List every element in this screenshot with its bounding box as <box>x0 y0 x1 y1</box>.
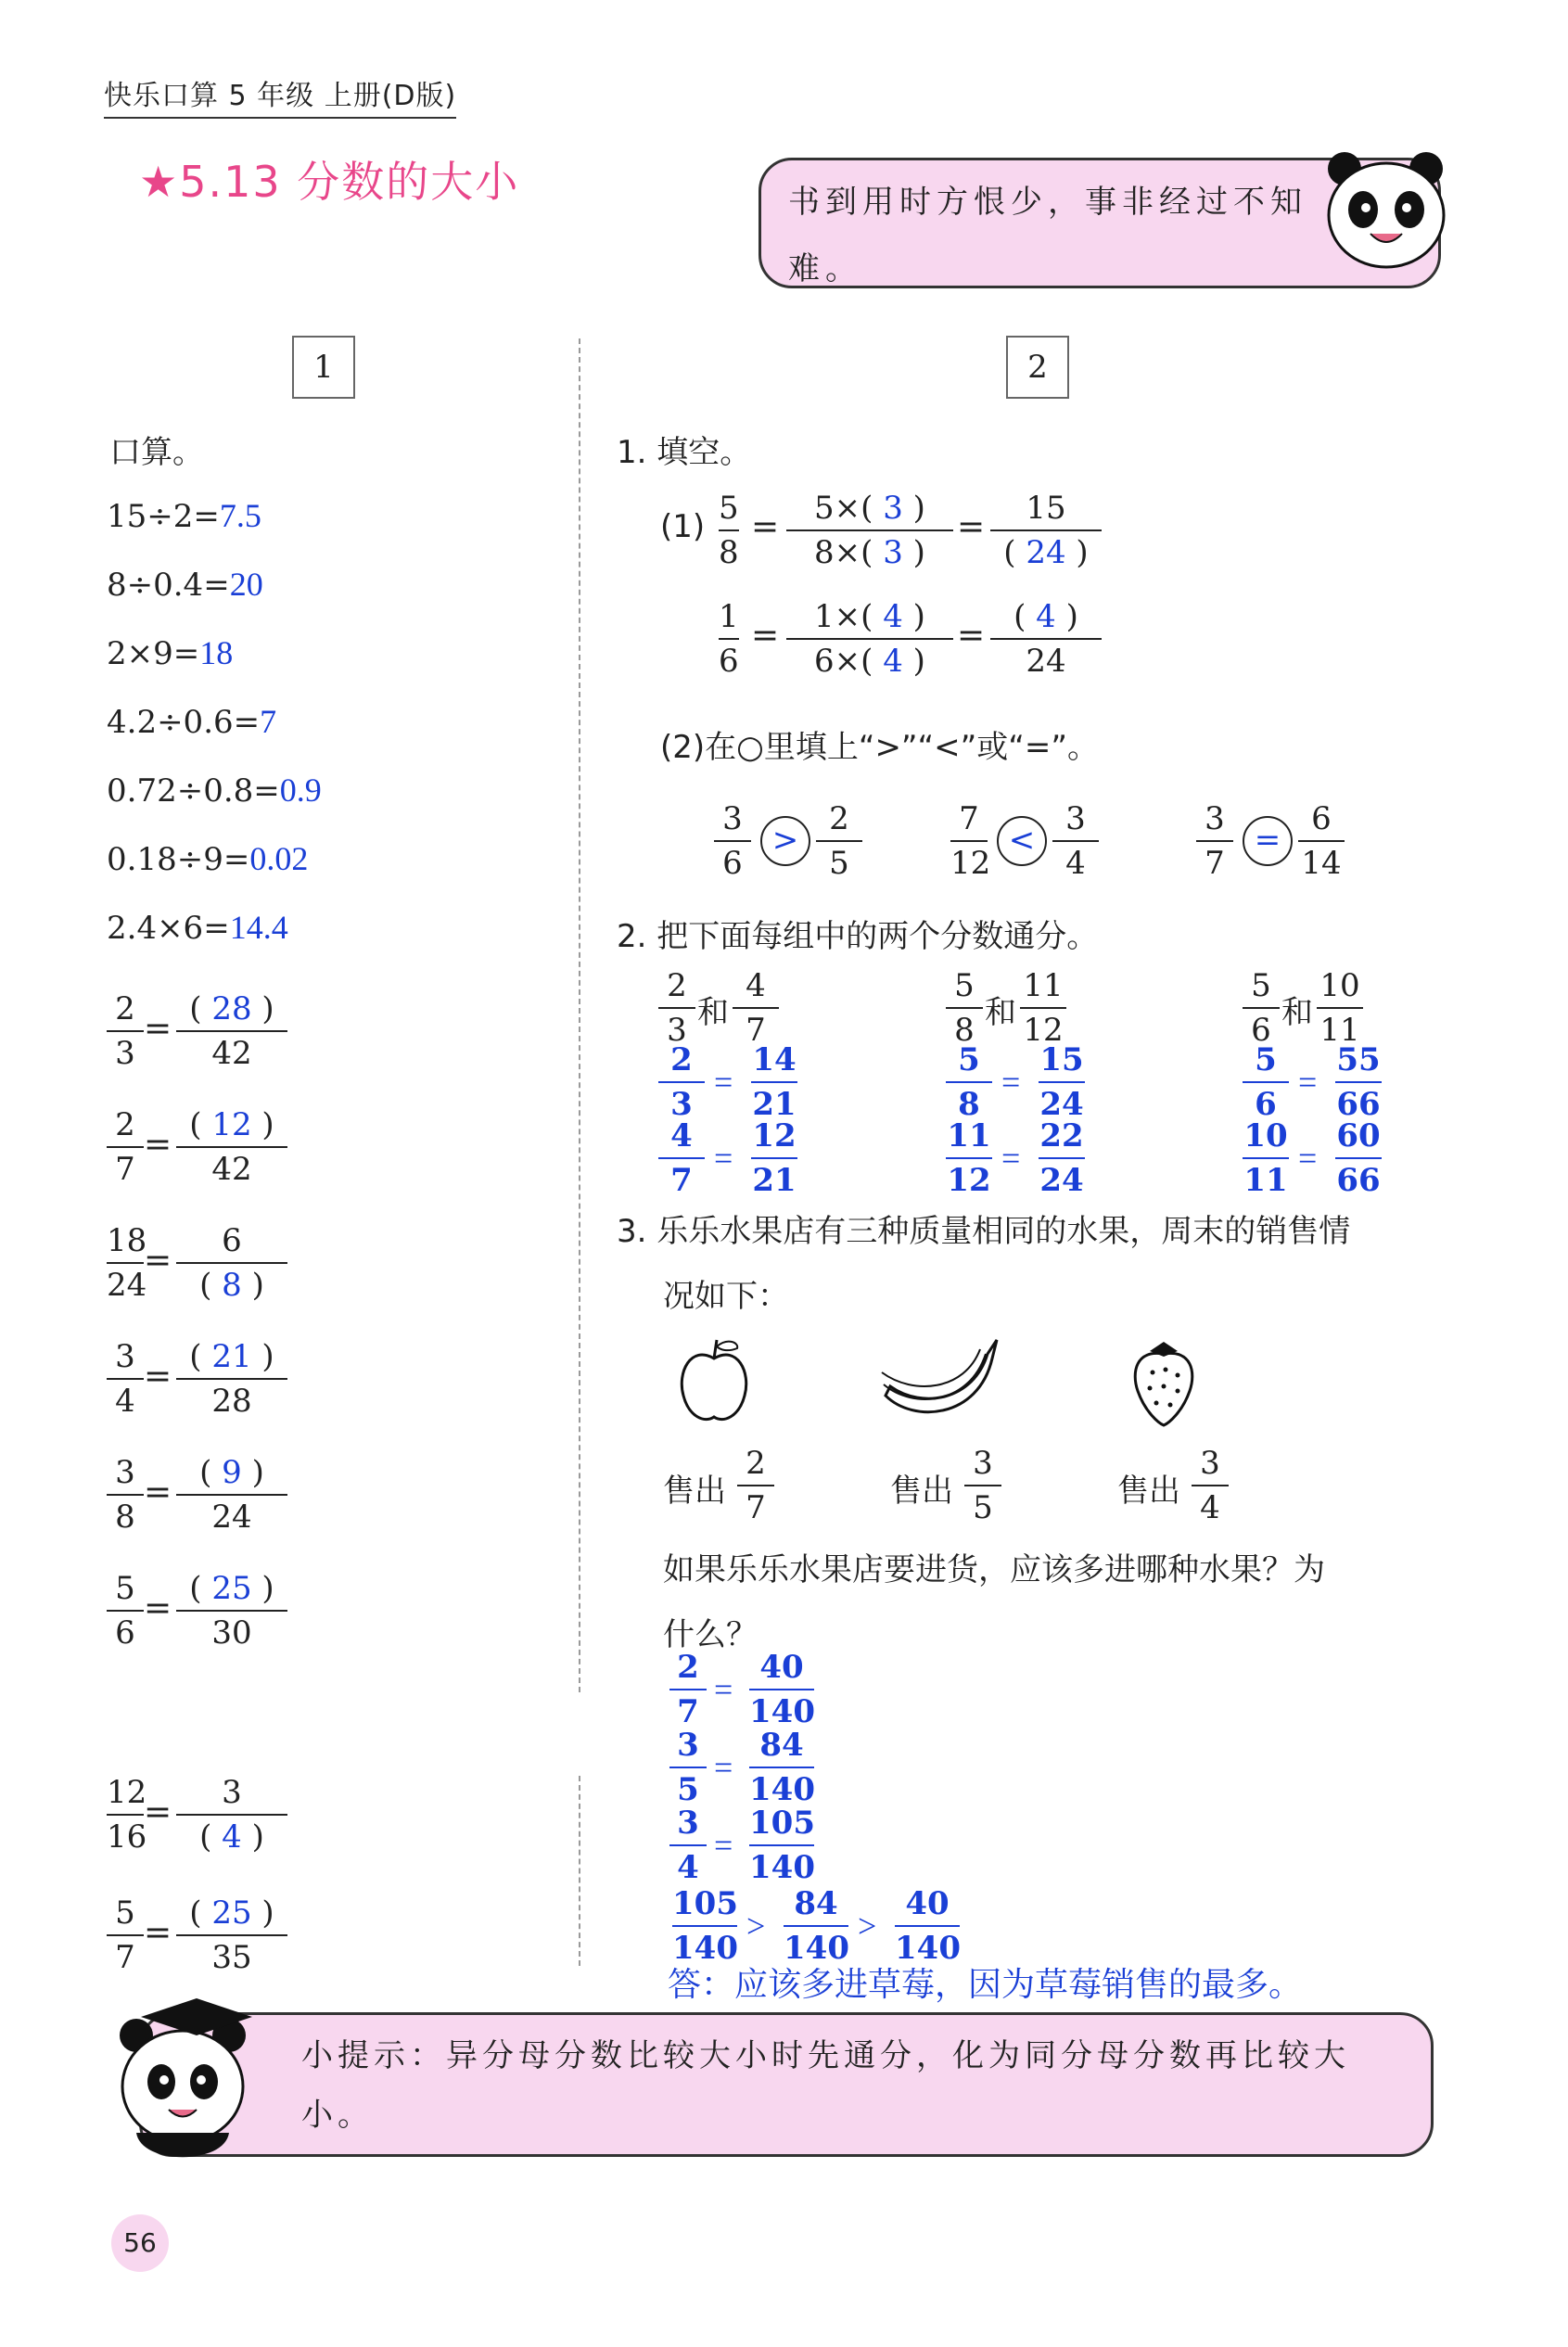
column-divider <box>579 338 580 1692</box>
equals-sign: = <box>714 1671 733 1708</box>
filled-answer: 25 <box>211 1894 252 1932</box>
page-number: 56 <box>111 2214 169 2272</box>
fraction <box>107 1567 144 1654</box>
quote-text: 书到用时方恨少，事非经过不知难。 <box>788 184 1307 287</box>
denominator: 140 <box>749 1693 815 1730</box>
equals-sign: = <box>751 508 780 546</box>
fraction <box>895 1882 960 1970</box>
fraction <box>946 1115 992 1202</box>
calc-row <box>107 908 288 947</box>
question-1: 1. 填空。 <box>617 434 752 471</box>
denominator: 140 <box>749 1849 815 1886</box>
equals-sign: = <box>1001 1140 1021 1177</box>
fraction <box>669 1724 707 1811</box>
numerator: 15 <box>1039 1041 1084 1078</box>
filled-answer: 21 <box>211 1338 252 1375</box>
denominator: 6 <box>115 1614 135 1652</box>
calc-answer: 0.02 <box>249 840 309 877</box>
denominator: 24 <box>107 1267 147 1304</box>
calc-row <box>107 771 322 810</box>
calc-question: 8÷0.4= <box>107 567 230 604</box>
page-title: ★5.13 分数的大小 <box>139 157 520 207</box>
question-3-answer: 答：应该多进草莓，因为草莓销售的最多。 <box>668 1966 1303 2004</box>
denominator: 7 <box>670 1162 693 1199</box>
calc-answer: 14.4 <box>229 909 288 946</box>
denominator: 7 <box>1205 845 1225 882</box>
fraction <box>816 797 862 885</box>
denominator: 5 <box>677 1771 699 1808</box>
question-3-line1: 3. 乐乐水果店有三种质量相同的水果，周末的销售情 <box>617 1213 1351 1250</box>
question-3-line2: 况如下： <box>663 1278 789 1315</box>
and-label: 和 <box>985 994 1016 1031</box>
filled-answer: 9 <box>222 1454 242 1491</box>
numerator: 55 <box>1336 1041 1381 1078</box>
and-label: 和 <box>1281 994 1313 1031</box>
denominator: 5 <box>973 1489 993 1526</box>
numerator: 3 <box>677 1727 699 1764</box>
section-1-heading: 口算。 <box>109 434 204 471</box>
numerator: 12 <box>752 1117 797 1154</box>
equals-sign: = <box>144 1010 172 1048</box>
numerator: ( 9 ) <box>199 1454 264 1491</box>
fraction <box>176 1335 287 1422</box>
fraction <box>107 1451 144 1538</box>
denominator: 66 <box>1336 1086 1381 1123</box>
fraction <box>1243 1039 1289 1126</box>
fraction: ( 4 ) 24 <box>990 595 1102 682</box>
sold-label: 售出 <box>663 1473 726 1510</box>
fraction <box>784 1882 848 1970</box>
denominator: 8 <box>958 1086 980 1123</box>
numerator: 2 <box>667 967 687 1004</box>
fraction <box>1192 1442 1229 1529</box>
filled-answer: 8 <box>222 1267 242 1304</box>
denominator: 6 <box>1251 1012 1271 1049</box>
calc-question: 0.18÷9= <box>107 841 250 878</box>
numerator: 2 <box>746 1445 766 1482</box>
question-3-ask-line1: 如果乐乐水果店要进货，应该多进哪种水果？为 <box>663 1551 1325 1588</box>
fraction <box>1298 797 1345 885</box>
numerator: ( 12 ) <box>189 1106 274 1143</box>
calc-question: 4.2÷0.6= <box>107 704 261 741</box>
numerator: 3 <box>222 1774 242 1811</box>
denominator: 3 <box>670 1086 693 1123</box>
equals-sign: = <box>1298 1064 1318 1101</box>
filled-answer: 4 <box>222 1818 242 1856</box>
denominator: 28 <box>211 1383 252 1420</box>
book-header: 快乐口算 5 年级 上册(D版) <box>104 72 456 119</box>
numerator: 22 <box>1039 1117 1084 1154</box>
numerator: ( 25 ) <box>189 1570 274 1607</box>
numerator: ( 21 ) <box>189 1338 274 1375</box>
fraction <box>176 1219 287 1307</box>
numerator: 3 <box>115 1454 135 1491</box>
fraction <box>751 1039 797 1126</box>
fraction: 5×( 3 ) 8×( 3 ) <box>786 487 953 574</box>
denominator: 30 <box>211 1614 252 1652</box>
calc-row <box>107 702 276 741</box>
denominator: 7 <box>746 1012 766 1049</box>
fraction <box>669 1802 707 1889</box>
numerator: 2 <box>115 990 135 1027</box>
fraction <box>176 1103 287 1191</box>
numerator: 3 <box>115 1338 135 1375</box>
denominator: 8 <box>115 1499 135 1536</box>
panda-icon <box>1317 148 1456 278</box>
q1-part2: (2)在○里填上“>”“<”或“=”。 <box>660 729 1099 766</box>
fraction <box>737 1442 774 1529</box>
denominator: 16 <box>107 1818 147 1856</box>
fraction <box>176 988 287 1075</box>
denominator: 11 <box>1319 1012 1360 1049</box>
numerator: 3 <box>677 1805 699 1842</box>
numerator: 60 <box>1336 1117 1381 1154</box>
numerator: 5 <box>1255 1041 1277 1078</box>
denominator: 12 <box>1023 1012 1064 1049</box>
fraction <box>176 1567 287 1654</box>
numerator: 4 <box>746 967 766 1004</box>
calc-answer: 7.5 <box>219 497 261 534</box>
fraction <box>964 1442 1001 1529</box>
numerator: 6 <box>222 1222 242 1259</box>
strawberry-icon <box>1127 1331 1201 1433</box>
comparison-circle: = <box>1243 816 1293 866</box>
denominator: 4 <box>1065 845 1086 882</box>
equals-sign: = <box>957 617 986 655</box>
question-3-ask-line2: 什么？ <box>663 1616 758 1653</box>
denominator: 3 <box>115 1035 135 1072</box>
denominator: 35 <box>211 1939 252 1976</box>
denominator: 7 <box>115 1939 135 1976</box>
fraction <box>946 1039 992 1126</box>
equals-sign: = <box>144 1589 172 1627</box>
numerator: 14 <box>752 1041 797 1078</box>
denominator: 42 <box>211 1035 252 1072</box>
banana-icon <box>876 1331 1006 1433</box>
fraction <box>1335 1039 1382 1126</box>
apple-icon <box>672 1335 756 1428</box>
fraction <box>751 1115 797 1202</box>
fraction <box>107 988 144 1075</box>
column-divider-lower <box>579 1776 580 1966</box>
denominator: 6 <box>1255 1086 1277 1123</box>
fraction <box>749 1724 814 1811</box>
greater-sign: > <box>858 1907 877 1945</box>
denominator: 12 <box>947 1162 991 1199</box>
denominator: 6 <box>722 845 743 882</box>
numerator: 3 <box>1200 1445 1220 1482</box>
numerator: 105 <box>749 1805 815 1842</box>
numerator: 11 <box>1023 967 1064 1004</box>
calc-row <box>107 496 261 535</box>
denominator: 140 <box>672 1930 738 1967</box>
fraction <box>176 1771 287 1858</box>
denominator: ( 4 ) <box>199 1818 264 1856</box>
fraction <box>176 1451 287 1538</box>
fraction <box>107 1335 144 1422</box>
panda-graduate-icon <box>104 1994 271 2170</box>
numerator: 3 <box>1065 800 1086 837</box>
numerator: 2 <box>829 800 849 837</box>
filled-answer: 12 <box>211 1106 252 1143</box>
numerator: 5 <box>1251 967 1271 1004</box>
numerator: 84 <box>794 1885 838 1922</box>
numerator: 40 <box>905 1885 950 1922</box>
numerator: 10 <box>1319 967 1360 1004</box>
equals-sign: = <box>144 1473 172 1512</box>
numerator: 5 <box>115 1570 135 1607</box>
numerator: 2 <box>670 1041 693 1078</box>
denominator: 4 <box>677 1849 699 1886</box>
fraction <box>107 1892 144 1979</box>
fraction: 1×( 4 ) 6×( 4 ) <box>786 595 953 682</box>
equals-sign: = <box>714 1064 733 1101</box>
fraction <box>1039 1115 1085 1202</box>
denominator: 5 <box>829 845 849 882</box>
q1-part1-label: (1) <box>660 508 706 545</box>
fraction <box>1335 1115 1382 1202</box>
numerator: 4 <box>670 1117 693 1154</box>
fraction <box>658 1039 705 1126</box>
denominator: 21 <box>752 1162 797 1199</box>
denominator: 24 <box>1039 1086 1084 1123</box>
fraction: 5 8 <box>719 490 739 571</box>
numerator: 5 <box>958 1041 980 1078</box>
calc-question: 0.72÷0.8= <box>107 772 280 810</box>
calc-question: 2×9= <box>107 635 200 672</box>
denominator: 24 <box>211 1499 252 1536</box>
numerator: 3 <box>722 800 743 837</box>
calc-row <box>107 633 233 672</box>
calc-row <box>107 839 308 878</box>
section-1-label: 1 <box>292 336 355 399</box>
fraction <box>1243 1115 1289 1202</box>
denominator: 11 <box>1243 1162 1288 1199</box>
denominator: 7 <box>746 1489 766 1526</box>
sold-label: 售出 <box>890 1473 953 1510</box>
numerator: 2 <box>115 1106 135 1143</box>
equals-sign: = <box>1298 1140 1318 1177</box>
fraction <box>1039 1039 1085 1126</box>
filled-answer: 28 <box>211 990 252 1027</box>
fraction <box>176 1892 287 1979</box>
numerator: 2 <box>677 1649 699 1686</box>
numerator: 11 <box>947 1117 991 1154</box>
fraction <box>669 1646 707 1733</box>
equals-sign: = <box>1001 1064 1021 1101</box>
numerator: ( 28 ) <box>189 990 274 1027</box>
equals-sign: = <box>714 1140 733 1177</box>
denominator: 8 <box>954 1012 975 1049</box>
greater-sign: > <box>746 1907 766 1945</box>
fraction: 1 6 <box>719 598 739 680</box>
calc-row <box>107 565 263 604</box>
fraction <box>749 1802 814 1889</box>
fraction <box>107 1103 144 1191</box>
denominator: 140 <box>895 1930 961 1967</box>
numerator: 3 <box>1205 800 1225 837</box>
equals-sign: = <box>144 1358 172 1396</box>
fraction <box>714 797 751 885</box>
denominator: 42 <box>211 1151 252 1188</box>
numerator: 84 <box>759 1727 804 1764</box>
denominator: 66 <box>1336 1162 1381 1199</box>
numerator: 7 <box>959 800 979 837</box>
fraction <box>107 1219 147 1307</box>
equals-sign: = <box>957 508 986 546</box>
filled-answer: 25 <box>211 1570 252 1607</box>
equals-sign: = <box>751 617 780 655</box>
denominator: 14 <box>1301 845 1342 882</box>
fraction <box>950 797 991 885</box>
denominator: 7 <box>677 1693 699 1730</box>
question-2: 2. 把下面每组中的两个分数通分。 <box>617 918 1099 955</box>
fraction <box>1052 797 1099 885</box>
calc-answer: 0.9 <box>279 772 322 809</box>
and-label: 和 <box>697 994 729 1031</box>
calc-answer: 7 <box>260 703 277 740</box>
equals-sign: = <box>714 1749 733 1786</box>
denominator: 3 <box>667 1012 687 1049</box>
numerator: 12 <box>107 1774 147 1811</box>
hint-text: 小提示：异分母分数比较大小时先通分，化为同分母分数再比较大小。 <box>301 2037 1350 2134</box>
equals-sign: = <box>144 1126 172 1164</box>
fraction <box>658 1115 705 1202</box>
denominator: ( 8 ) <box>199 1267 264 1304</box>
fraction <box>672 1882 737 1970</box>
fraction <box>107 1771 147 1858</box>
equals-sign: = <box>144 1793 172 1831</box>
numerator: 18 <box>107 1222 147 1259</box>
denominator: 7 <box>115 1151 135 1188</box>
section-2-label: 2 <box>1006 336 1069 399</box>
fraction <box>1196 797 1233 885</box>
fraction: 15 ( 24 ) <box>990 487 1102 574</box>
sold-label: 售出 <box>1117 1473 1180 1510</box>
calc-answer: 18 <box>199 634 234 671</box>
denominator: 12 <box>950 845 991 882</box>
denominator: 4 <box>1200 1489 1220 1526</box>
denominator: 21 <box>752 1086 797 1123</box>
calc-question: 2.4×6= <box>107 910 230 947</box>
denominator: 24 <box>1039 1162 1084 1199</box>
comparison-circle: > <box>760 816 810 866</box>
numerator: 3 <box>973 1445 993 1482</box>
numerator: 40 <box>759 1649 804 1686</box>
denominator: 140 <box>784 1930 849 1967</box>
denominator: 140 <box>749 1771 815 1808</box>
numerator: 105 <box>672 1885 738 1922</box>
fraction <box>749 1646 814 1733</box>
equals-sign: = <box>144 1242 172 1280</box>
equals-sign: = <box>144 1914 172 1952</box>
numerator: 6 <box>1311 800 1332 837</box>
numerator: 5 <box>115 1894 135 1932</box>
numerator: 5 <box>954 967 975 1004</box>
numerator: 10 <box>1243 1117 1288 1154</box>
denominator: 4 <box>115 1383 135 1420</box>
numerator: ( 25 ) <box>189 1894 274 1932</box>
calc-answer: 20 <box>229 566 263 603</box>
calc-question: 15÷2= <box>107 498 220 535</box>
comparison-circle: < <box>997 816 1047 866</box>
equals-sign: = <box>714 1827 733 1864</box>
